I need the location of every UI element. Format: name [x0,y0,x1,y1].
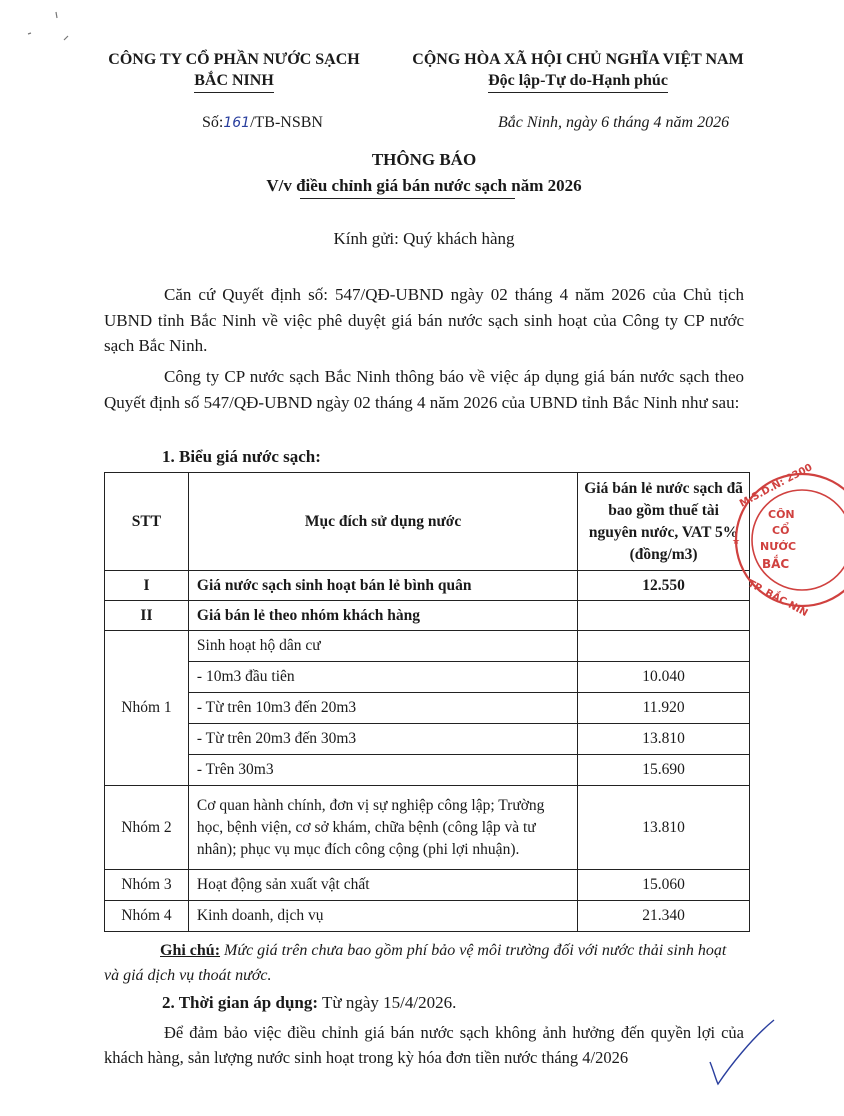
row-stt: II [105,601,189,631]
table-row [105,693,750,724]
table-header-row [105,473,750,571]
table-row [105,631,750,662]
note [104,938,744,988]
row-price [578,631,750,662]
group3-price: 15.060 [578,870,750,901]
table-row [105,786,750,870]
stamp-line2: CỔ [772,524,790,537]
section1-title: 1. Biểu giá nước sạch: [162,447,321,466]
country-name: CỘNG HÒA XÃ HỘI CHỦ NGHĨA VIỆT NAM [412,51,744,68]
tier-purpose: - Trên 30m3 [188,755,577,786]
section2-label: 2. Thời gian áp dụng: [162,993,319,1012]
number-suffix: /TB-NSBN [250,114,323,131]
row-purpose: Giá bán lẻ theo nhóm khách hàng [188,601,577,631]
table-row [105,601,750,631]
tier-purpose: - 10m3 đầu tiên [188,662,577,693]
table-row [105,901,750,932]
table-row [105,870,750,901]
stamp-line3: NƯỚC [760,540,797,553]
company-line1: CÔNG TY CỔ PHẦN NƯỚC SẠCH [108,51,360,68]
document-date: Bắc Ninh, ngày 6 tháng 4 năm 2026 [498,114,730,131]
stamp-line1: CÔN [768,508,795,521]
group3-purpose: Hoạt động sản xuất vật chất [188,870,577,901]
stamp-star-icon: ★ [732,537,741,547]
note-label: Ghi chú: [160,942,221,959]
table-row [105,571,750,601]
header-price: Giá bán lẻ nước sạch đã bao gồm thuế tài nguyên nước, VAT 5% (đồng/m3) [578,473,750,571]
tier-price: 13.810 [578,724,750,755]
group2-price: 13.810 [578,786,750,870]
note-text: Mức giá trên chưa bao gồm phí bảo vệ môi trường đối với nước thải sinh hoạt và giá dịch vụ thoát nước. [104,942,727,984]
row-purpose: Giá nước sạch sinh hoạt bán lẻ bình quân [188,571,577,601]
national-header [408,49,748,93]
table-row [105,755,750,786]
stamp-ring-top: M.S.D.N: 2300 [738,462,815,510]
company-stamp [724,462,844,620]
tier-purpose: - Từ trên 20m3 đến 30m3 [188,724,577,755]
header-purpose: Mục đích sử dụng nước [188,473,577,571]
company-line2: BẮC NINH [194,70,274,93]
table-row [105,724,750,755]
table-row [105,662,750,693]
document-title: THÔNG BÁO [371,150,477,169]
handwritten-number: 161 [223,115,251,131]
stamp-line4: BẮC [762,557,790,571]
group4-label: Nhóm 4 [105,901,189,932]
row-price: 12.550 [578,571,750,601]
section2-text: Từ ngày 15/4/2026. [321,993,457,1012]
group1-heading: Sinh hoạt hộ dân cư [188,631,577,662]
closing-paragraph: Để đảm bảo việc điều chỉnh giá bán nước sạch không ảnh hưởng đến quyền lợi của khách hàng, sản lượng nước sinh hoạt trong kỳ hóa đơn tiền nước tháng 4/2026 [104,1023,744,1067]
price-table [104,472,750,932]
group2-purpose: Cơ quan hành chính, đơn vị sự nghiệp công lập; Trường học, bệnh viện, cơ sở khám, chữa bệnh (công lập và tư nhân); phục vụ mục đích công cộng (phi lợi nhuận). [188,786,577,870]
group3-label: Nhóm 3 [105,870,189,901]
section2 [162,993,456,1013]
tier-price: 10.040 [578,662,750,693]
subtitle-underline [300,198,515,199]
greeting: Kính gửi: Quý khách hàng [333,229,515,248]
paragraph-announcement: Công ty CP nước sạch Bắc Ninh thông báo về việc áp dụng giá bán nước sạch theo Quyết định số 547/QĐ-UBND ngày 02 tháng 4 năm 2026 của UBND tỉnh Bắc Ninh như sau: [104,367,744,412]
number-prefix: Số: [202,114,224,131]
national-motto: Độc lập-Tự do-Hạnh phúc [488,70,668,93]
group2-label: Nhóm 2 [105,786,189,870]
document-number [202,114,323,132]
tier-price: 11.920 [578,693,750,724]
tier-price: 15.690 [578,755,750,786]
company-name [104,49,364,93]
paragraph-legal-basis: Căn cứ Quyết định số: 547/QĐ-UBND ngày 02 tháng 4 năm 2026 của Chủ tịch UBND tỉnh Bắc Ninh về việc phê duyệt giá bán nước sạch sinh hoạt của Công ty CP nước sạch Bắc Ninh. [104,285,744,355]
checkmark-icon [700,1018,780,1088]
group1-label: Nhóm 1 [105,631,189,786]
group4-price: 21.340 [578,901,750,932]
group4-purpose: Kinh doanh, dịch vụ [188,901,577,932]
scan-mark-icon [20,6,80,46]
row-stt: I [105,571,189,601]
document-subtitle: V/v điều chỉnh giá bán nước sạch năm 2026 [266,176,582,195]
header-stt: STT [105,473,189,571]
stamp-ring-bottom: TP. BẮC NIN [745,578,810,620]
tier-purpose: - Từ trên 10m3 đến 20m3 [188,693,577,724]
